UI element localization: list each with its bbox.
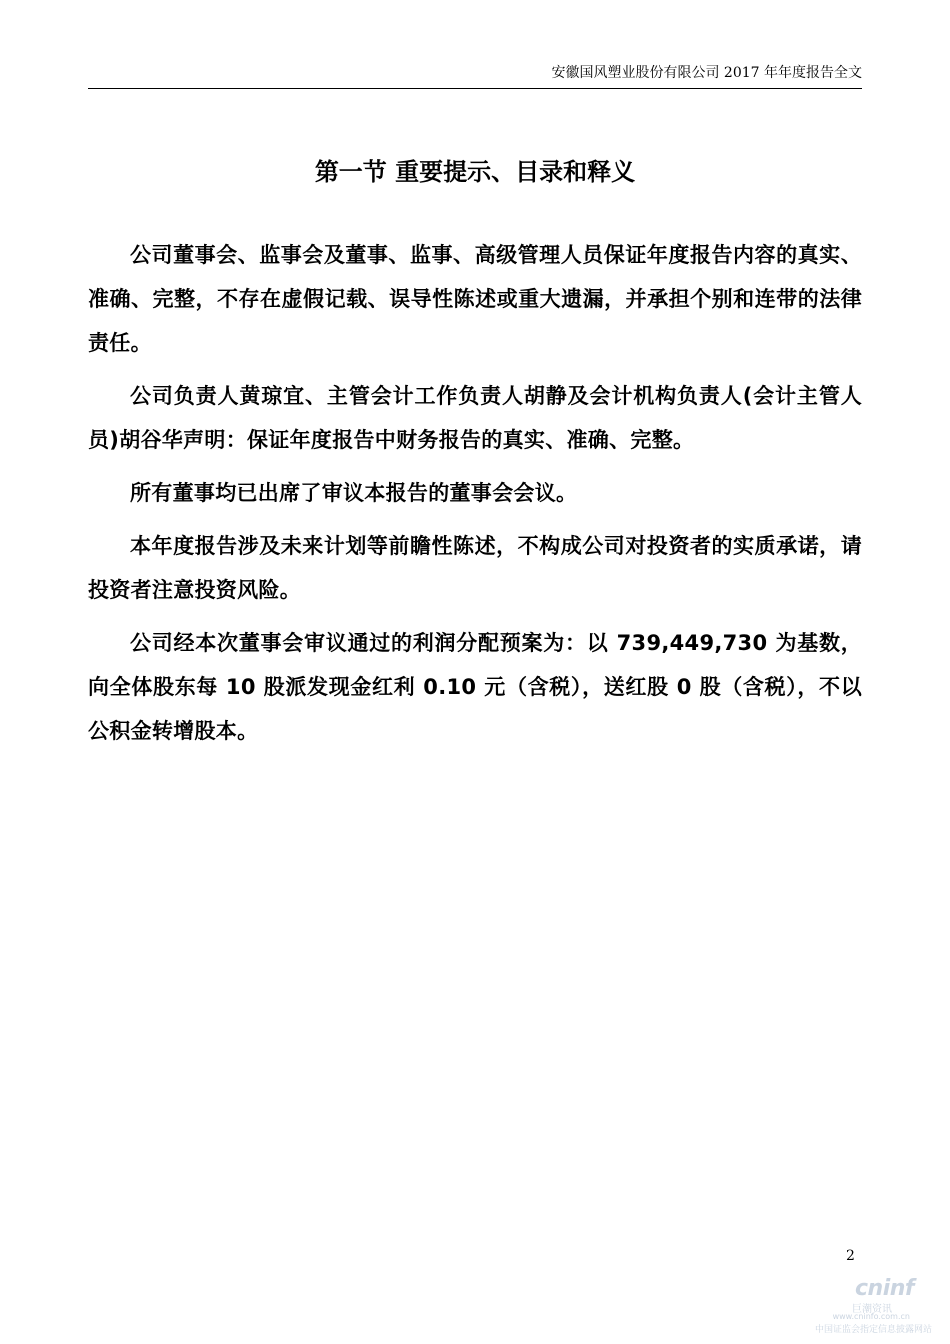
page-header — [88, 62, 862, 89]
paragraph-profit-distribution: 公司经本次董事会审议通过的利润分配预案为：以 739,449,730 为基数，向全体股东每 10 股派发现金红利 0.10 元（含税），送红股 0 股（含税），不以公积金转增股本。 — [88, 631, 862, 743]
body-text — [88, 233, 862, 762]
paragraph-board-guarantee: 公司董事会、监事会及董事、监事、高级管理人员保证年度报告内容的真实、准确、完整，不存在虚假记载、误导性陈述或重大遗漏，并承担个别和连带的法律责任。 — [88, 243, 862, 355]
cninfo-watermark — [814, 1276, 932, 1336]
report-header-title: 安徽国风塑业股份有限公司 2017 年年度报告全文 — [551, 65, 862, 81]
paragraph-responsible-persons-statement: 公司负责人黄琼宜、主管会计工作负责人胡静及会计机构负责人(会计主管人员)胡谷华声明：保证年度报告中财务报告的真实、准确、完整。 — [88, 384, 862, 452]
cninfo-url: www.cninfo.com.cn — [832, 1312, 910, 1321]
section-title: 第一节 重要提示、目录和释义 — [314, 158, 636, 186]
paragraph-forward-looking-risk: 本年度报告涉及未来计划等前瞻性陈述，不构成公司对投资者的实质承诺，请投资者注意投资风险。 — [88, 534, 862, 602]
cninfo-org: 中国证监会指定信息披露网站 — [814, 1325, 932, 1335]
page-number: 2 — [846, 1248, 855, 1264]
paragraph-directors-attendance: 所有董事均已出席了审议本报告的董事会会议。 — [130, 481, 578, 505]
cninfo-logo: cninf — [855, 1276, 914, 1301]
cninfo-name: 巨潮资讯 — [852, 1304, 892, 1315]
